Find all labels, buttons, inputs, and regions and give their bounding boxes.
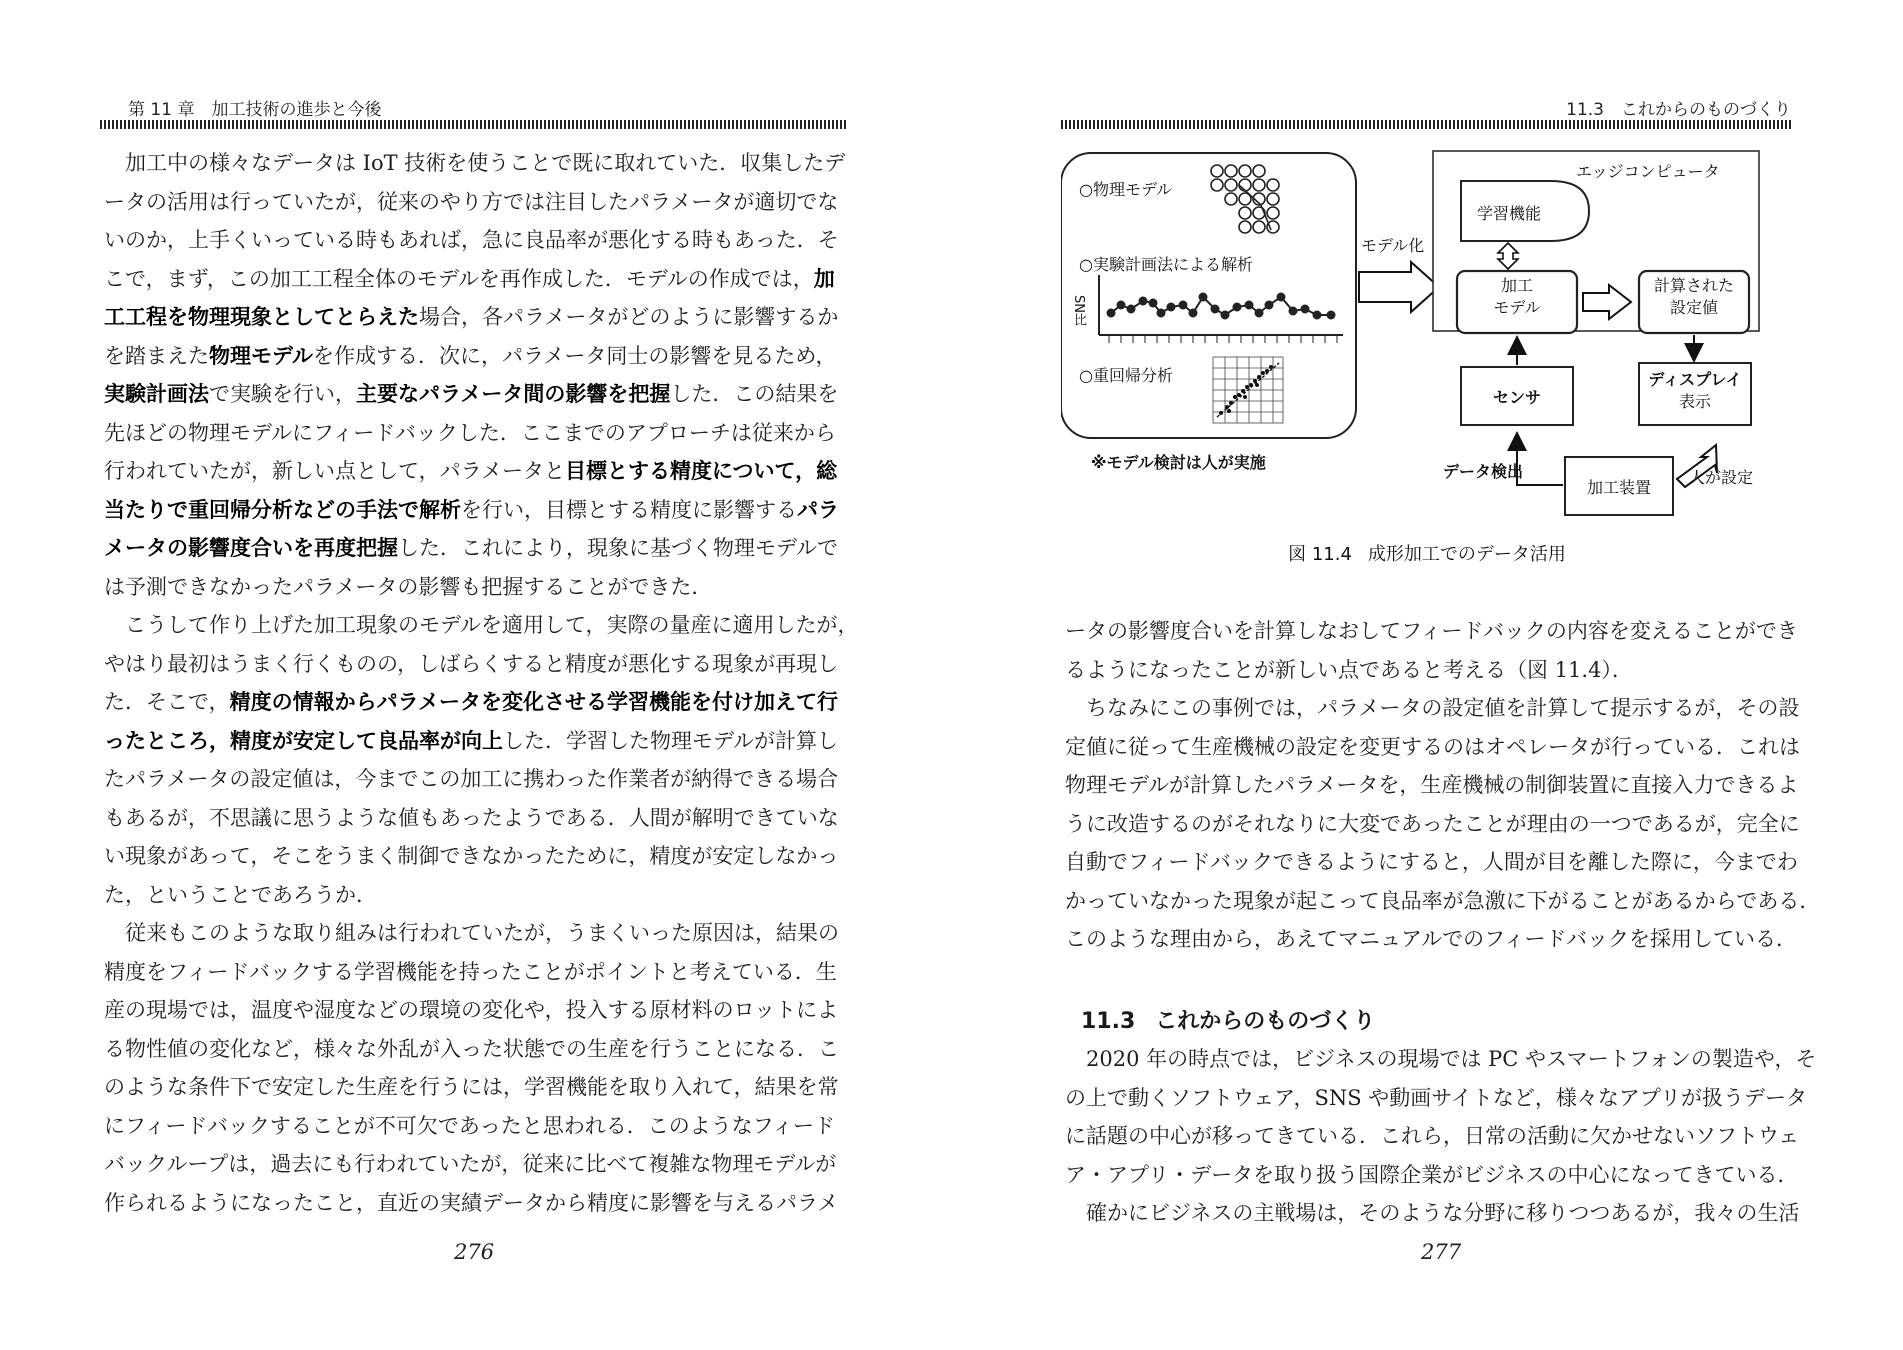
text-run: バックループは，過去にも行われていたが，従来に比べて複雑な物理モデルが <box>104 1152 837 1176</box>
calculated-line2: 設定値 <box>1669 298 1718 317</box>
calculated-values-label <box>1639 275 1749 319</box>
modeling-arrow <box>1359 262 1439 312</box>
text-run: した．学習した物理モデルが計算し <box>503 728 838 753</box>
text-line: うに改造するのがそれなりに大変であったことが理由の一つであるが，完全に <box>1065 811 1800 836</box>
text-line <box>104 529 859 568</box>
text-line: に話題の中心が移ってきている．これら，日常の活動に欠かせないソフトウェ <box>1065 1124 1800 1148</box>
text-run: のような条件下で安定した生産を行うには，学習機能を取り入れて，結果を常 <box>104 1075 839 1099</box>
machine-label: 加工装置 <box>1586 478 1651 497</box>
text-line <box>104 914 859 953</box>
text-line: るようになったことが新しい点であると考える（図 11.4）． <box>1065 657 1633 682</box>
emphasis-text: 物理モデル <box>209 343 313 368</box>
text-line: 確かにビジネスの主戦場は，そのような分野に移りつつあるが，我々の生活 <box>1065 1201 1800 1225</box>
text-line: ちなみにこの事例では，パラメータの設定値を計算して提示するが，その設 <box>1065 696 1800 720</box>
text-line: ア・アプリ・データを取り扱う国際企業がビジネスの中心になってきている． <box>1065 1162 1799 1187</box>
text-line <box>104 1068 859 1107</box>
text-line <box>104 683 859 722</box>
text-line: 定値に従って生産機械の設定を変更するのはオペレータが行っている．これは <box>1065 734 1800 759</box>
processing-model-line2: モデル <box>1493 298 1541 317</box>
modeling-label: モデル化 <box>1361 236 1425 255</box>
page-number: 276 <box>454 1240 495 1264</box>
data-detection-label: データ検出 <box>1443 462 1524 481</box>
emphasis-text: 加 <box>813 266 835 291</box>
edge-computer-label: エッジコンピュータ <box>1576 162 1720 181</box>
display-line2: 表示 <box>1678 392 1711 411</box>
text-line <box>104 606 859 645</box>
header-rule <box>100 120 848 129</box>
text-run: 加工中の様々なデータは IoT 技術を使うことで既に取れていた．収集したデ <box>104 151 846 175</box>
emphasis-text: ったところ，精度が安定して良品率が向上 <box>104 728 503 753</box>
text-run: た．そこで， <box>104 690 230 714</box>
emphasis-text: 主要なパラメータ間の影響を把握 <box>356 382 671 406</box>
text-line <box>104 1145 859 1184</box>
processing-model-label <box>1457 275 1577 319</box>
emphasis-text: メータの影響度合いを再度把握 <box>104 536 398 560</box>
text-run: ータの活用は行っていたが，従来のやり方では注目したパラメータが適切でな <box>104 189 839 214</box>
section-title: これからのものづくり <box>1155 1009 1376 1034</box>
figure-11-4 <box>1061 145 1761 535</box>
text-run: やはり最初はうまく行くものの，しばらくすると精度が悪化する現象が再現し <box>104 651 839 676</box>
text-run: い現象があって，そこをうまく制御できなかったために，精度が安定しなかっ <box>104 844 839 868</box>
emphasis-text: 精度の情報からパラメータを変化させる学習機能を付け加えて行 <box>229 690 838 714</box>
text-run: た，ということであろうか． <box>104 882 377 907</box>
model-study-note: ※モデル検討は人が実施 <box>1091 453 1266 472</box>
text-run: 作られるようになったこと，直近の実績データから精度に影響を与えるパラメ <box>104 1190 839 1215</box>
text-line <box>104 991 859 1030</box>
text-line <box>104 760 859 799</box>
text-line <box>104 144 859 183</box>
text-line <box>104 183 859 222</box>
text-line <box>104 337 859 376</box>
text-line: 2020 年の時点では，ビジネスの現場では PC やスマートフォンの製造や，そ <box>1065 1047 1817 1071</box>
text-line: かっていなかった現象が起こって良品率が急激に下がることがあるからである． <box>1065 888 1821 913</box>
text-line: の上で動くソフトウェア，SNS や動画サイトなど，様々なアプリが扱うデータ <box>1065 1085 1807 1110</box>
text-run: した．これにより，現象に基づく物理モデルで <box>398 536 838 560</box>
sensor-label: センサ <box>1492 388 1541 407</box>
calculated-line1: 計算された <box>1653 276 1734 295</box>
doe-label: ○実験計画法による解析 <box>1079 255 1253 274</box>
text-line <box>104 260 859 299</box>
text-run: 行われていたが，新しい点として，パラメータと <box>104 459 565 483</box>
emphasis-text: 工工程を物理現象としてとらえた <box>104 305 419 329</box>
text-run: いのか，上手くいっている時もあれば，急に良品率が悪化する時もあった．そ <box>104 228 839 252</box>
text-line <box>104 491 859 530</box>
emphasis-text: パラ <box>797 497 839 522</box>
text-line <box>104 1107 859 1146</box>
text-run: たパラメータの設定値は，今までこの加工に携わった作業者が納得できる場合 <box>104 767 839 791</box>
text-run: 産の現場では，温度や湿度などの環境の変化や，投入する原材料のロットによ <box>104 998 839 1022</box>
text-line <box>104 375 859 414</box>
emphasis-text: 当たりで重回帰分析などの手法で解析 <box>104 497 461 522</box>
body-text <box>104 144 859 1222</box>
data-detection-arrow <box>1517 435 1563 485</box>
text-line <box>104 837 859 876</box>
human-setting-label: 人が設定 <box>1689 468 1754 487</box>
processing-model-line1: 加工 <box>1500 276 1533 295</box>
text-line <box>104 221 859 260</box>
header-rule <box>1061 120 1791 129</box>
figure-caption-label: 図 11.4 <box>1288 544 1352 565</box>
left-page <box>0 0 951 1350</box>
section-heading <box>1081 1004 1395 1035</box>
emphasis-text: 実験計画法 <box>104 382 209 406</box>
body-text-top <box>1065 612 1820 959</box>
running-header: 11.3 これからのものづくり <box>1566 100 1791 120</box>
text-run: 先ほどの物理モデルにフィードバックした．ここまでのアプローチは従来から <box>104 420 836 445</box>
text-line: ータの影響度合いを計算しなおしてフィードバックの内容を変えることができ <box>1065 619 1798 643</box>
text-run: こうして作り上げた加工現象のモデルを適用して，実際の量産に適用したが， <box>104 613 859 637</box>
running-header: 第 11 章 加工技術の進歩と今後 <box>128 100 382 120</box>
right-page <box>951 0 1903 1350</box>
text-line <box>104 953 859 992</box>
text-line <box>104 799 859 838</box>
text-run: を行い，目標とする精度に影響する <box>461 497 797 522</box>
text-run: る物性値の変化など，様々な外乱が入った状態での生産を行うことになる．こ <box>104 1036 839 1061</box>
text-line <box>104 1030 859 1069</box>
text-run: こで，まず，この加工工程全体のモデルを再作成した．モデルの作成では， <box>104 266 814 291</box>
text-run: を踏まえた <box>104 343 209 368</box>
body-text-bottom <box>1065 1040 1817 1233</box>
physical-model-label: ○物理モデル <box>1079 180 1173 199</box>
text-run: した．この結果を <box>670 382 839 406</box>
learning-function-label: 学習機能 <box>1477 204 1542 223</box>
text-run: を作成する．次に，パラメータ同士の影響を見るため， <box>312 343 837 368</box>
text-line: 自動でフィードバックできるようにすると，人間が目を離した際に，今までわ <box>1065 850 1798 874</box>
display-label <box>1639 369 1751 413</box>
text-line <box>104 1184 859 1223</box>
sn-ratio-axis-label: SN比 <box>1071 295 1086 326</box>
text-line <box>104 298 859 337</box>
regression-label: ○重回帰分析 <box>1079 366 1173 385</box>
text-line <box>104 876 859 915</box>
text-line: このような理由から，あえてマニュアルでのフィードバックを採用している． <box>1065 927 1798 951</box>
text-line <box>104 722 859 761</box>
text-line <box>104 414 859 453</box>
text-run: 従来もこのような取り組みは行われていたが，うまくいった原因は，結果の <box>104 921 839 945</box>
text-run: にフィードバックすることが不可欠であったと思われる．このようなフィード <box>104 1113 836 1138</box>
text-run: 精度をフィードバックする学習機能を持ったことがポイントと考えている．生 <box>104 959 837 984</box>
section-number: 11.3 <box>1081 1009 1136 1034</box>
text-run: で実験を行い， <box>209 382 356 406</box>
text-run: 場合，各パラメータがどのように影響するか <box>419 305 839 329</box>
figure-caption <box>951 540 1903 566</box>
text-line: 物理モデルが計算したパラメータを，生産機械の制御装置に直接入力できるよ <box>1065 773 1799 797</box>
display-line1: ディスプレイ <box>1648 370 1742 389</box>
page-number: 277 <box>1421 1240 1462 1264</box>
text-line <box>104 568 859 607</box>
figure-caption-text: 成形加工でのデータ活用 <box>1367 544 1566 565</box>
emphasis-text: 目標とする精度について，総 <box>564 459 838 483</box>
text-line <box>104 452 859 491</box>
text-line <box>104 645 859 684</box>
text-run: は予測できなかったパラメータの影響も把握することができた． <box>104 574 713 599</box>
text-run: もあるが，不思議に思うような値もあったようである．人間が解明できていな <box>104 805 839 830</box>
